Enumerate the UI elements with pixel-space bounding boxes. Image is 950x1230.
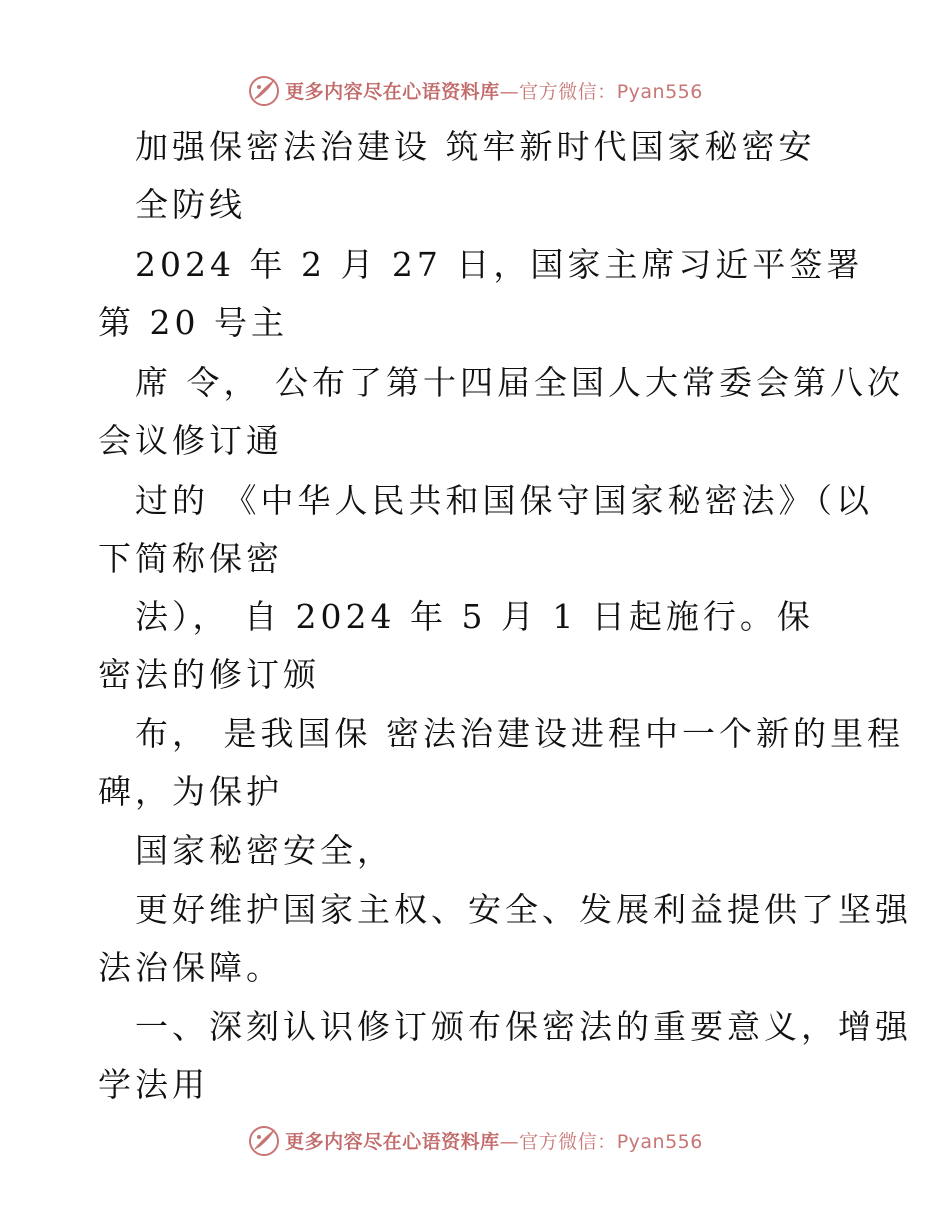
doc-line: 碑，为保护 <box>98 772 283 811</box>
doc-line: 学法用 <box>98 1065 209 1104</box>
doc-line: 全防线 <box>135 185 246 224</box>
doc-line: 一、深刻认识修订颁布保密法的重要意义，增强 <box>135 1007 912 1046</box>
watermark-text: 更多内容尽在心语资料库—官方微信：Pyan556 <box>285 1130 703 1153</box>
doc-line: 更好维护国家主权、安全、发展利益提供了坚强 <box>135 890 912 929</box>
doc-line: 法）， 自 2024 年 5 月 1 日起施行。保 <box>135 597 814 636</box>
doc-line: 下简称保密 <box>98 539 283 578</box>
doc-line: 过的 《中华人民共和国保守国家秘密法》（以 <box>135 481 873 520</box>
doc-line: 密法的修订颁 <box>98 655 320 694</box>
doc-line: 国家秘密安全， <box>135 831 394 870</box>
doc-line: 会议修订通 <box>98 421 283 460</box>
doc-line: 2024 年 2 月 27 日，国家主席习近平签署 <box>135 245 864 284</box>
doc-line: 法治保障。 <box>98 948 283 987</box>
footer-watermark <box>0 1120 950 1160</box>
header-watermark <box>0 70 950 110</box>
doc-line: 布， 是我国保 密法治建设进程中一个新的里程 <box>135 714 904 753</box>
doc-line: 第 20 号主 <box>98 303 288 342</box>
watermark-text: 更多内容尽在心语资料库—官方微信：Pyan556 <box>285 80 703 103</box>
feather-pen-logo-icon <box>247 73 281 107</box>
doc-line: 加强保密法治建设 筑牢新时代国家秘密安 <box>135 127 816 166</box>
feather-pen-logo-icon <box>247 1123 281 1157</box>
doc-line: 席 令， 公布了第十四届全国人大常委会第八次 <box>135 363 904 402</box>
